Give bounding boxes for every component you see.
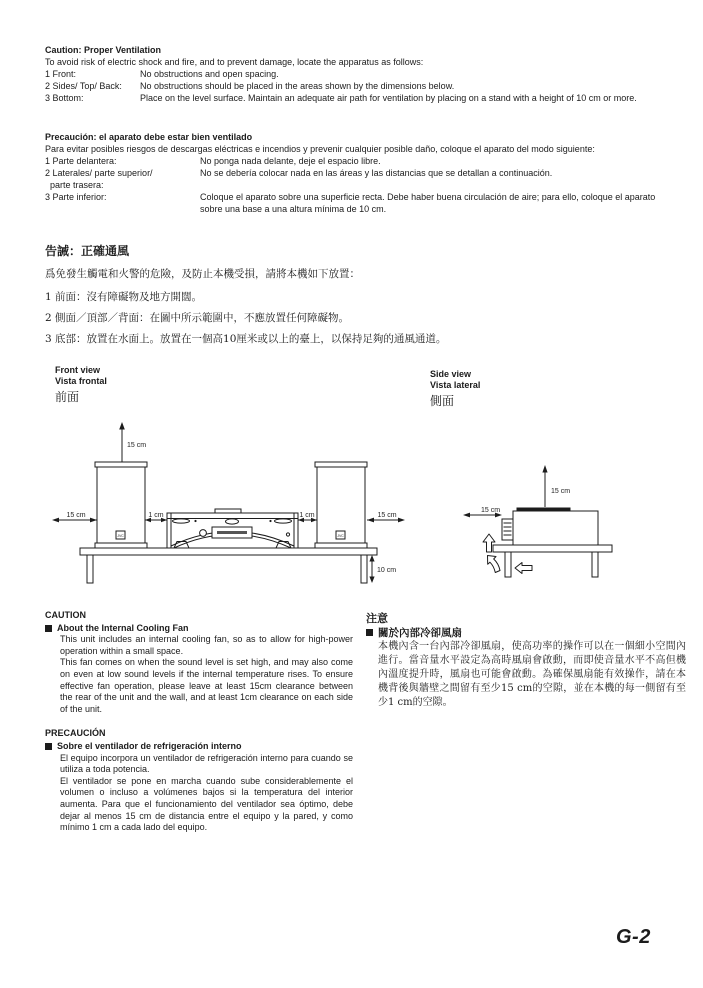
front-view-title-es: Vista frontal [55,376,107,386]
item-label: 2 Laterales/ parte superior/ parte trasera: [45,168,153,190]
table-stand [80,548,377,583]
front-dim-gap-left-arrow [145,512,167,522]
item-text: No ponga nada delante, deje el espacio libre. [200,156,381,166]
body-paragraph: This fan comes on when the sound level is set high, and may also come on even at low sound levels if the internal temperature rises. To ensure effective fan operation, please leave at least 15cm clearance between the rear of the unit and the wall, and at least 1cm clearance on each side of the unit. [60,657,353,714]
body-paragraph: El equipo incorpora un ventilador de refrigeración interno para cuando se utiliza a toda potencia. [60,752,353,775]
section-subtitle-row [45,623,353,635]
item-text: Coloque el aparato sobre una superficie recta. Debe haber buena circulación de aire; para ello, coloque el aparato sobre una base a una altura mínima de 10 cm. [200,192,656,214]
ventilation-notice-spanish [45,131,661,215]
ventilation-notice-english [45,44,661,104]
notice-intro-en: To avoid risk of electric shock and fire, and to prevent damage, locate the apparatus as follows: [45,57,424,67]
side-unit [502,508,598,545]
notice-title-zh: 告誡：正確通風 [45,244,130,258]
notice-item-zh: 2 側面／頂部／背面：在圖中所示範圍中，不應放置任何障礙物。 [45,312,350,324]
caution-section-en [45,610,353,715]
dimension-label: 1 cm [148,512,164,519]
front-view-heading [55,365,107,405]
airflow-left-arrow [515,563,532,574]
notice-title-en: Caution: Proper Ventilation [45,45,162,55]
airflow-curved-arrow [488,556,501,573]
dimension-label: 10 cm [377,567,397,574]
item-text: No obstructions should be placed in the areas shown by the dimensions below. [140,81,455,91]
side-view-title-zh: 側面 [430,394,455,408]
section-subtitle: Sobre el ventilador de refrigeración interno [57,740,242,751]
section-marker-square [45,743,52,750]
section-subtitle: About the Internal Cooling Fan [57,622,189,633]
front-view-diagram [50,420,410,590]
speaker-right [315,462,367,548]
section-subtitle-row [45,741,353,753]
notice-items-en [45,68,661,104]
side-view-title-es: Vista lateral [430,380,481,390]
front-dim-top-arrow [119,422,146,462]
side-view-heading [430,369,480,409]
notice-intro-zh: 爲免發生觸電和火警的危險，及防止本機受損，請將本機如下放置： [45,268,360,280]
speaker-badge: JVC [337,534,344,538]
speaker-left [95,462,147,548]
front-dim-left-arrow [52,512,97,522]
caution-section-zh [366,612,686,710]
bottom-left-column [45,610,353,834]
dimension-label: 15 cm [66,512,86,519]
stereo-unit [167,509,298,548]
front-dim-stand-height-arrow [369,555,396,583]
body-paragraph: El ventilador se pone en marcha cuando sube considerablemente el volumen o incluso a volúmenes bajos si la temperatura del interior aumenta. Para que el funcionamiento del ventilador sea óptimo, debe dejar al menos 15 cm de distancia entre el equipo y la pared, y como mínimo 1 cm a cada lado del equipo. [60,775,353,833]
section-marker-square [45,625,52,632]
item-label: 3 Bottom: [45,93,84,103]
side-view-title-en: Side view [430,369,472,379]
front-view-title-zh: 前面 [55,390,80,404]
caution-section-es [45,728,353,833]
item-text: No obstructions and open spacing. [140,69,279,79]
item-text: Place on the level surface. Maintain an adequate air path for ventilation by placing on a stand with a height of 10 cm or more. [140,93,637,103]
side-view-diagram [455,455,635,585]
item-label: 2 Sides/ Top/ Back: [45,81,122,91]
side-table-stand [493,545,612,577]
body-paragraph: This unit includes an internal cooling fan, so as to allow for high-power operation within a small space. [60,634,353,656]
notice-title-es: Precaución: el aparato debe estar bien ventilado [45,132,253,142]
side-dim-top-arrow [542,465,570,507]
dimension-label: 15 cm [377,512,397,519]
page-number: G-2 [616,926,651,948]
notice-item-zh: 1 前面：沒有障礙物及地方開闊。 [45,291,203,303]
notice-intro-es: Para evitar posibles riesgos de descargas eléctricas e incendios y prevenir cualquier posible daño, coloque el aparato del modo siguiente: [45,144,595,154]
item-text: No se debería colocar nada en las áreas y las distancias que se detallan a continuación. [200,168,553,178]
front-view-title-en: Front view [55,365,101,375]
front-dim-gap-right-arrow [298,512,317,522]
notice-item-zh: 3 底部：放置在水面上。放置在一個高10厘米或以上的臺上，以保持足夠的通風通道。 [45,333,447,345]
dimension-label: 15 cm [481,507,501,514]
section-subtitle: 關於內部冷卻風扇 [378,627,462,639]
speaker-badge: JVC [117,534,124,538]
body-paragraph: 本機內含一台內部冷卻風扇，使高功率的操作可以在一個細小空間內進行。當音量水平設定為高時風扇會啟動，而即使音量水平不高但機內溫度提升時，風扇也可能會啟動。為確保風扇能有效操作，請在本機背後與牆壁之間留有至少15 cm的空隙，並在本機的每一側留有至少1 cm的空隙。 [378,641,686,708]
section-subtitle-row [366,626,686,640]
item-label: 1 Parte delantera: [45,156,117,166]
front-dim-right-arrow [367,512,405,522]
section-title: PRECAUCIÓN [45,728,106,739]
item-label: 3 Parte inferior: [45,192,107,202]
item-label: 1 Front: [45,69,77,79]
section-marker-square [366,629,373,636]
ventilation-notice-chinese [45,244,661,350]
section-title: CAUTION [45,610,86,620]
section-title: 注意 [366,612,388,625]
side-dim-front-arrow [463,507,502,517]
dimension-label: 15 cm [127,442,147,449]
dimension-label: 1 cm [299,512,315,519]
notice-items-es [45,155,661,215]
dimension-label: 15 cm [551,488,571,495]
